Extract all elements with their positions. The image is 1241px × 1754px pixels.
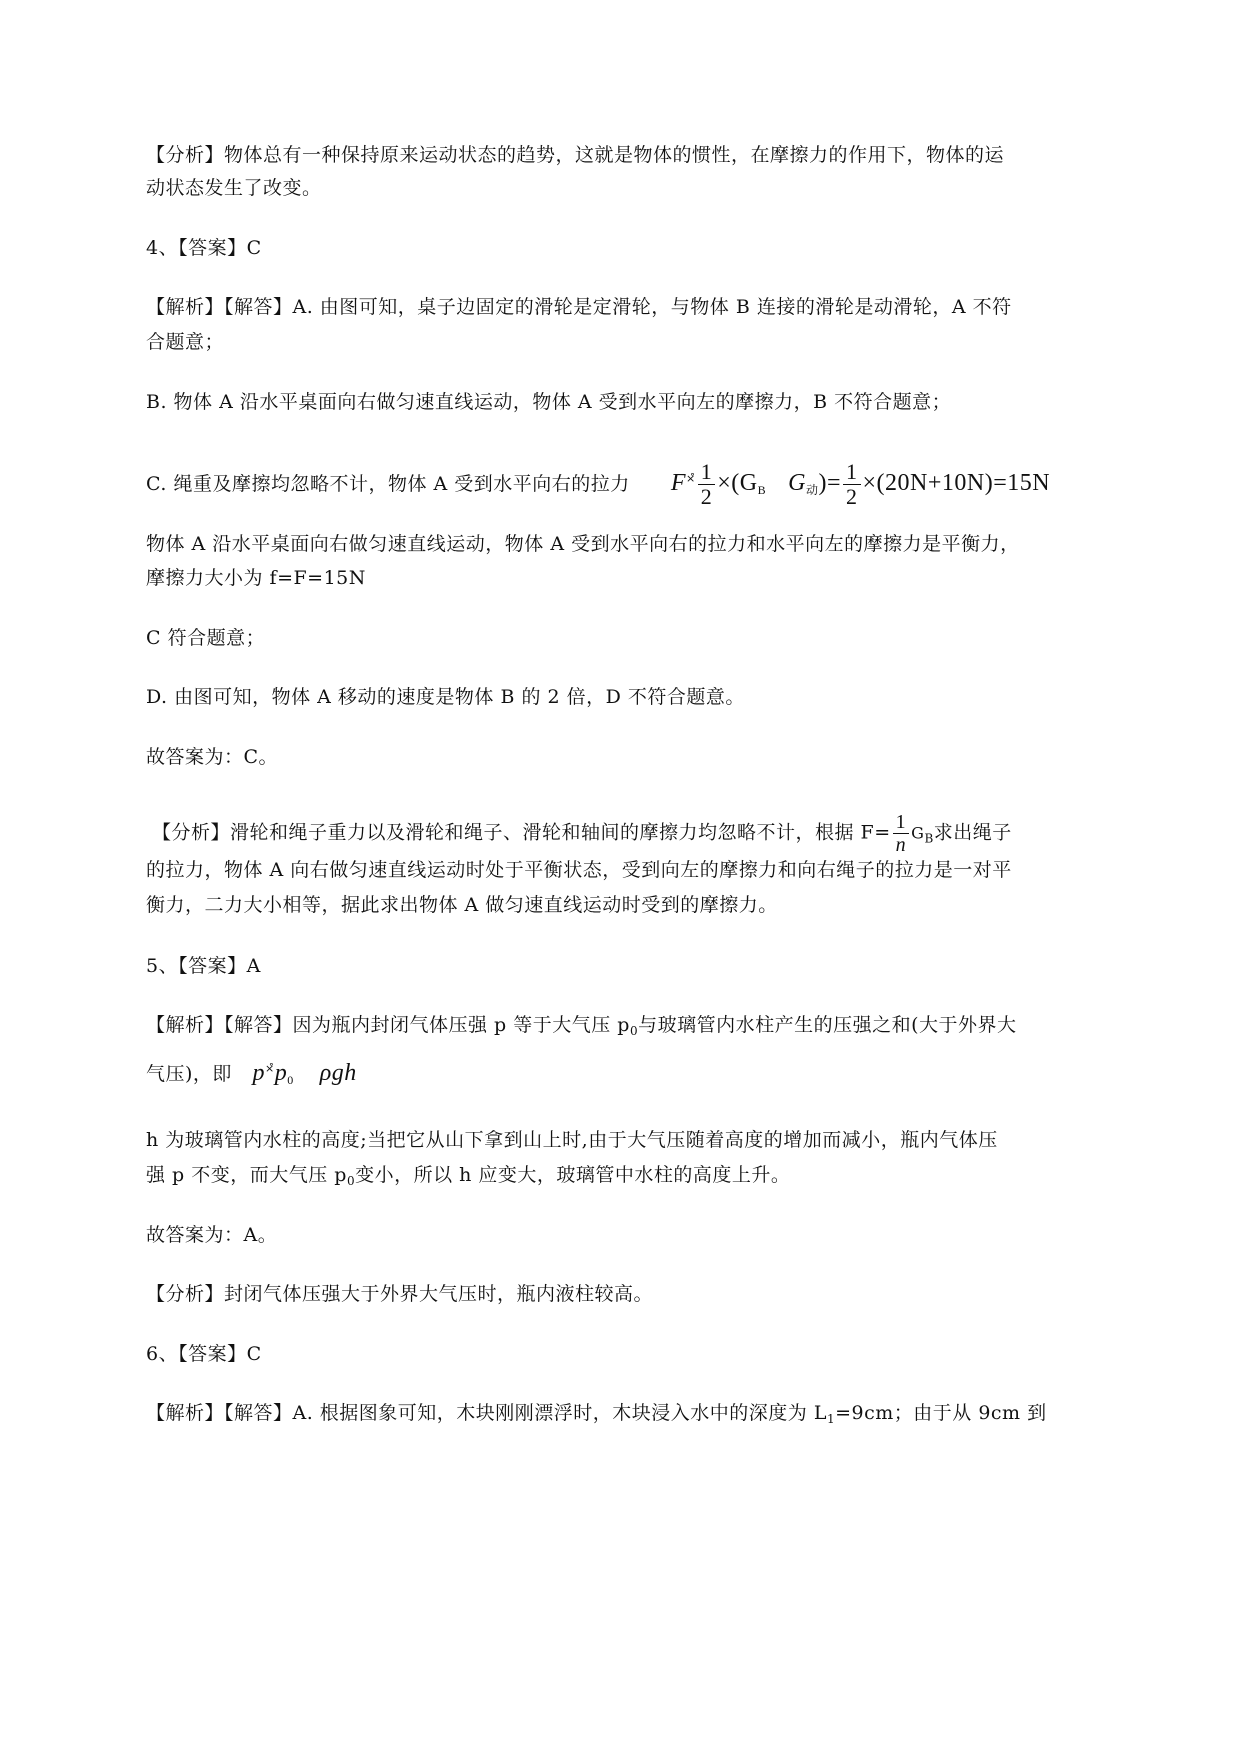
analysis-line-1: 【分析】物体总有一种保持原来运动状态的趋势，这就是物体的惯性，在摩擦力的作用下，物体的运 xyxy=(146,144,1005,166)
analysis-4-line-2: 的拉力，物体 A 向右做匀速直线运动时处于平衡状态，受到向左的摩擦力和向右绳子的拉力是一对平 xyxy=(146,859,1012,881)
solution-4-line-1: 【解析】【解答】A. 由图可知，桌子边固定的滑轮是定滑轮，与物体 B 连接的滑轮是动滑轮，A 不符 xyxy=(146,296,1012,318)
answer-5-conclusion: 故答案为：A。 xyxy=(146,1224,278,1246)
analysis-line-2: 动状态发生了改变。 xyxy=(146,177,322,199)
pressure-formula: $p^{\times̊}p_0$ ρgh xyxy=(252,1060,357,1087)
analysis-4-line-3: 衡力，二力大小相等，据此求出物体 A 做匀速直线运动时受到的摩擦力。 xyxy=(146,894,778,916)
one-half-fraction-2: $\frac{1}{2}$ xyxy=(843,461,861,508)
solution-4-line-c4: C 符合题意； xyxy=(146,627,266,649)
one-over-n-fraction: $\frac{1}{n}$ xyxy=(893,812,910,855)
analysis-5-line-1: 【分析】封闭气体压强大于外界大气压时，瓶内液柱较高。 xyxy=(146,1283,654,1305)
solution-6-line-1: 【解析】【解答】A. 根据图象可知，木块刚刚漂浮时，木块浸入水中的深度为 $L_1=9cm$；由于从 9cm 到 xyxy=(146,1402,1047,1426)
force-formula: F×̊ $\frac{1}{2}$ $\times(G_B$ $G_动)=$ $\frac{1}{2}$ ×(20N+10N)=15N xyxy=(670,459,1051,509)
solution-5-line-2: 气压)，即 $p^{\times̊}p_0$ ρgh xyxy=(146,1060,357,1087)
answer-5-heading: 5、【答案】A xyxy=(146,955,261,977)
solution-4-line-c3: 摩擦力大小为 f=F=15N xyxy=(146,567,366,589)
solution-4-option-c xyxy=(146,461,1050,508)
option-c-text: C. 绳重及摩擦均忽略不计，物体 A 受到水平向右的拉力 xyxy=(146,473,630,496)
solution-5-line-1: 【解析】【解答】因为瓶内封闭气体压强 p 等于大气压 $p_0$与玻璃管内水柱产生的压强之和(大于外界大 xyxy=(146,1014,1017,1038)
solution-4-option-d: D. 由图可知，物体 A 移动的速度是物体 B 的 2 倍，D 不符合题意。 xyxy=(146,686,745,708)
solution-4-line-c2: 物体 A 沿水平桌面向右做匀速直线运动，物体 A 受到水平向右的拉力和水平向左的摩擦力是平衡力， xyxy=(146,533,1020,555)
answer-4-conclusion: 故答案为：C。 xyxy=(146,746,279,768)
answer-4-heading: 4、【答案】C xyxy=(146,237,262,259)
one-half-fraction: $\frac{1}{2}$ xyxy=(698,461,716,508)
analysis-4-line-1: 【分析】滑轮和绳子重力以及滑轮和绳子、滑轮和轴间的摩擦力均忽略不计，根据 F= $\frac{1}{n}$ $G_B$求出绳子 xyxy=(152,811,1012,856)
solution-4-line-2: 合题意； xyxy=(146,331,225,353)
solution-5-line-3: h 为玻璃管内水柱的高度;当把它从山下拿到山上时,由于大气压随着高度的增加而减小，瓶内气体压 xyxy=(146,1129,998,1151)
solution-5-line-4: 强 p 不变，而大气压 $p_0$变小，所以 h 应变大，玻璃管中水柱的高度上升。 xyxy=(146,1164,791,1188)
solution-4-option-b: B. 物体 A 沿水平桌面向右做匀速直线运动，物体 A 受到水平向左的摩擦力，B 不符合题意； xyxy=(146,391,952,413)
answer-6-heading: 6、【答案】C xyxy=(146,1343,262,1365)
